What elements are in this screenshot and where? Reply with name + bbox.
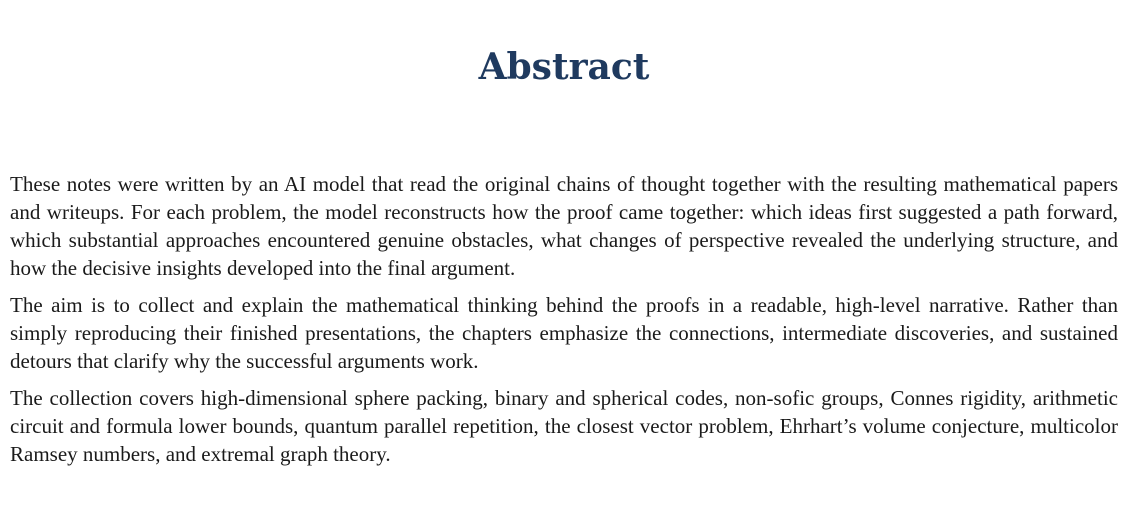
- abstract-title: Abstract: [478, 46, 650, 88]
- abstract-paragraph-2: The aim is to collect and explain the mathematical thinking behind the proofs in a readable, high-level narrative. Rather than simply reproducing their finished presentations, the chapters emphasize the connections, intermediate discoveries, and sustained detours that clarify why the successful arguments work.: [10, 293, 1118, 373]
- abstract-body: [10, 170, 1118, 477]
- abstract-paragraph-3: The collection covers high-dimensional sphere packing, binary and spherical codes, non-sofic groups, Connes rigidity, arithmetic circuit and formula lower bounds, quantum parallel repetition, the closest vector problem, Ehrhart’s volume conjecture, multicolor Ramsey numbers, and extremal graph theory.: [10, 386, 1118, 466]
- abstract-paragraph-1: These notes were written by an AI model that read the original chains of thought together with the resulting mathematical papers and writeups. For each problem, the model reconstructs how the proof came together: which ideas first suggested a path forward, which substantial approaches encountered genuine obstacles, what changes of perspective revealed the underlying structure, and how the decisive insights developed into the final argument.: [10, 172, 1118, 280]
